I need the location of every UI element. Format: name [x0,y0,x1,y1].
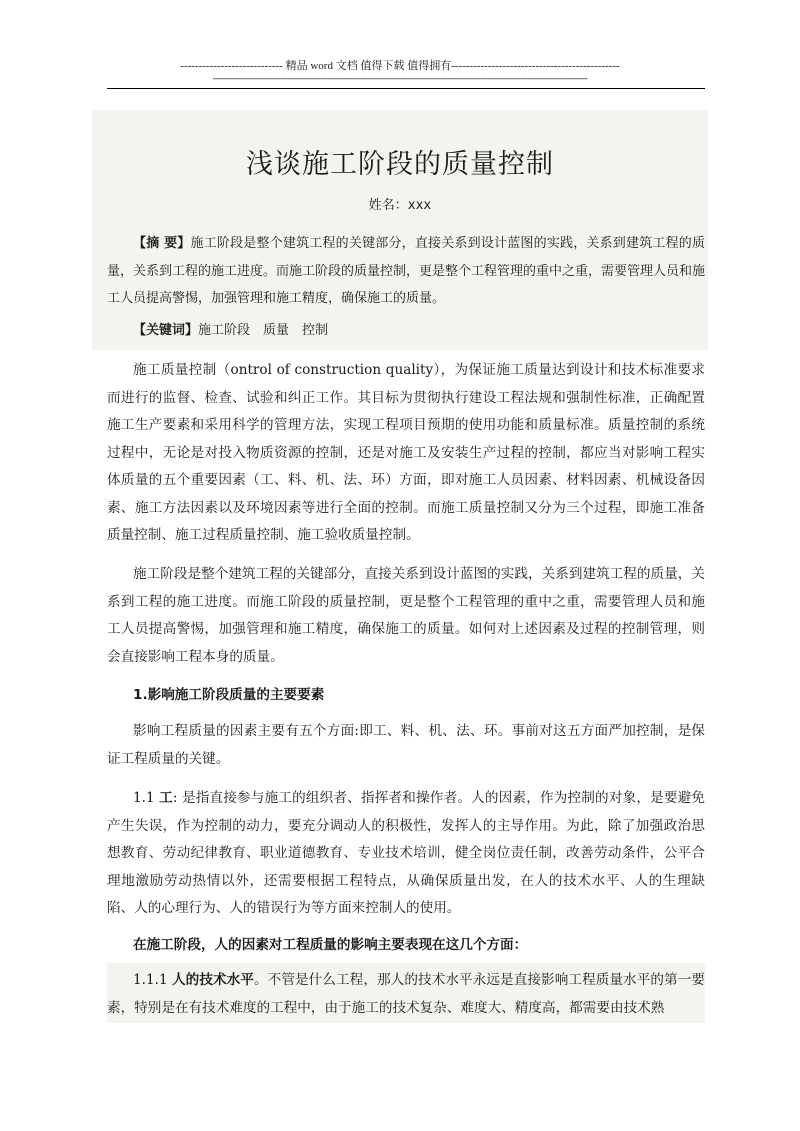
subsection-text: 。不管是什么工程，那人的技术水平永远是直接影响工程质量水平的第一要素，特别是在有技术难度的工程中，由于施工的技术复杂、难度大、精度高，都需要由技术熟 [107,972,705,1016]
abstract-text: 施工阶段是整个建筑工程的关键部分，直接关系到设计蓝图的实践，关系到建筑工程的质量，关系到工程的施工进度。而施工阶段的质量控制，更是整个工程管理的重中之重，需要管理人员和施工人员提高警惕，加强管理和施工精度，确保施工的质量。 [107,236,706,306]
keywords [133,318,693,344]
subsection-number: 1.1.1 [133,972,172,988]
keywords-label: 【关键词】 [133,323,199,338]
paragraph-stage: 施工阶段是整个建筑工程的关键部分，直接关系到设计蓝图的实践，关系到建筑工程的质量，关系到工程的施工进度。而施工阶段的质量控制，更是整个工程管理的重中之重，需要管理人员和施工人员提高警惕，加强管理和施工精度，确保施工的质量。如何对上述因素及过程的控制管理，则会直接影响工程本身的质量。 [107,566,705,665]
paragraph-intro: 施工质量控制（ontrol of construction quality），为保证施工质量达到设计和技术标准要求而进行的监督、检查、试验和纠正工作。其目标为贯彻执行建设工程法规和强制性标准，正确配置施工生产要素和采用科学的管理方法，实现工程项目预期的使用功能和质量标准。质量控制的系统过程中，无论是对投入物质资源的控制，还是对施工及安装生产过程的控制，都应当对影响工程实体质量的五个重要因素（工、料、机、法、环）方面，即对施工人员因素、材料因素、机械设备因素、施工方法因素以及环境因素等进行全面的控制。而施工质量控制又分为三个过程，即施工准备质量控制、施工过程质量控制、施工验收质量控制。 [107,362,705,543]
document-title: 浅谈施工阶段的质量控制 [246,149,554,181]
section-label: 工 [159,790,173,806]
header-divider [107,88,705,89]
author-line: 姓名：xxx [368,198,432,213]
subsection-label: 人的技术水平 [171,972,254,988]
section-heading-1: 1.影响施工阶段质量的主要要素 [133,687,325,703]
section-text: : 是指直接参与施工的组织者、指挥者和操作者。人的因素，作为控制的对象，是要避免产生失误，作为控制的动力，要充分调动人的积极性，发挥人的主导作用。为此，除了加强政治思想教育、劳动纪律教育、职业道德教育、专业技术培训，健全岗位责任制，改善劳动条件，公平合理地激励劳动热情以外，还需要根据工程特点，从确保质量出发，在人的技术水平、人的生理缺陷、人的心理行为、人的错误行为等方面来控制人的使用。 [107,790,706,916]
header-banner: ---------------------------- 精品 word 文档 值得下载 值得拥有---------------------------------------------- [180,60,620,72]
paragraph-skill [107,967,705,1022]
section-number: 1.1 [133,790,160,806]
header-dashes: ------------------------------------------------------------------------------------------------------------------------------------------------------ [212,73,588,83]
abstract [107,230,705,313]
abstract-label: 【摘 要】 [133,236,191,251]
paragraph-factors: 影响工程质量的因素主要有五个方面:即工、料、机、法、环。事前对这五方面严加控制，是保证工程质量的关键。 [107,723,705,767]
bold-heading: 在施工阶段，人的因素对工程质量的影响主要表现在这几个方面： [133,937,528,953]
paragraph-worker [107,785,705,923]
keywords-text: 施工阶段 质量 控制 [198,323,329,338]
